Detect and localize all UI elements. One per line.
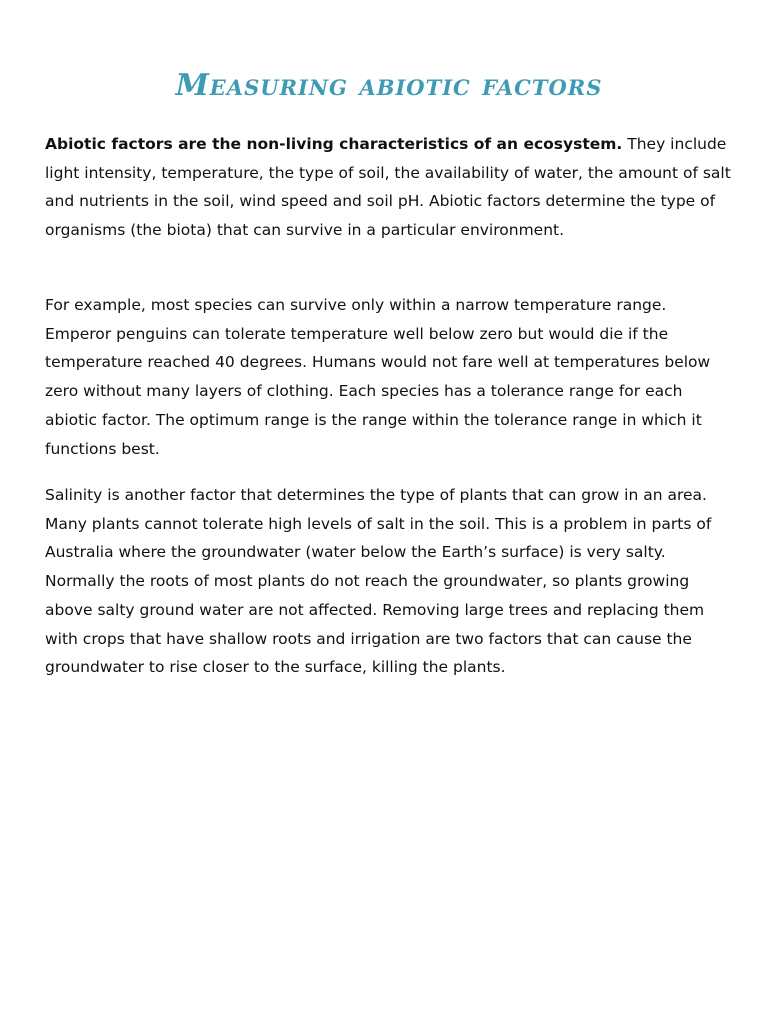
- paragraph-temperature-example: For example, most species can survive only within a narrow temperature range. Emperor penguins can tolerate temperature well below zero but would die if the temperature reached 40 degrees. Humans would not fare well at temperatures below zero without many layers of clothing. Each species has a tolerance range for each abiotic factor. The optimum range is the range within the tolerance range in which it functions best.: [45, 296, 711, 458]
- paragraph-abiotic-definition: [45, 130, 735, 245]
- paragraph-text: They include light intensity, temperature, the type of soil, the availability of water, the amount of salt and nutrients in the soil, wind speed and soil pH. Abiotic factors determine the type of organisms (the biota) that can survive in a particular environment.: [45, 135, 731, 240]
- paragraph-salinity: Salinity is another factor that determines the type of plants that can grow in an area. Many plants cannot tolerate high levels of salt in the soil. This is a problem in parts of Australia where the groundwater (water below the Earth’s surface) is very salty. Normally the roots of most plants do not reach the groundwater, so plants growing above salty ground water are not affected. Removing large trees and replacing them with crops that have shallow roots and irrigation are two factors that can cause the groundwater to rise closer to the surface, killing the plants.: [45, 486, 712, 677]
- page-title: Measuring abiotic factors: [175, 68, 603, 103]
- paragraph-lead-bold: Abiotic factors are the non-living characteristics of an ecosystem.: [45, 135, 623, 153]
